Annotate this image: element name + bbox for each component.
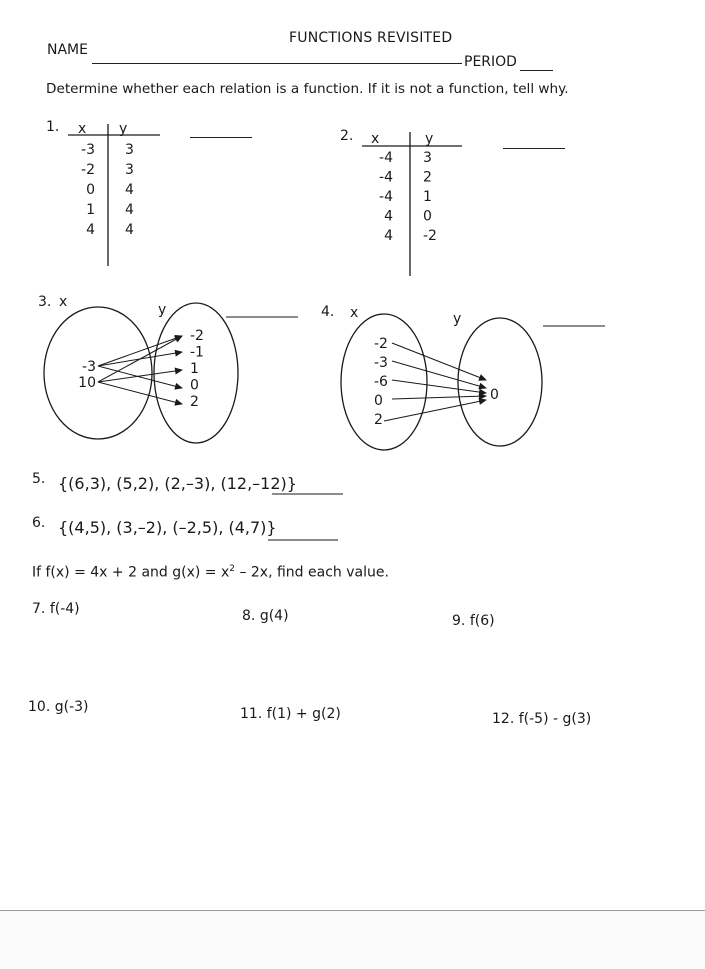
domain-values xyxy=(374,336,388,428)
domain-value: -3 xyxy=(374,355,388,371)
table-header-x: x xyxy=(78,121,87,137)
range-values xyxy=(490,387,499,403)
mapping-arrows xyxy=(384,343,486,421)
mapping-arrow xyxy=(98,336,182,366)
problem-11 xyxy=(240,706,341,722)
range-value: -1 xyxy=(190,344,204,361)
problem-8 xyxy=(242,608,289,624)
table-x-values xyxy=(81,142,95,238)
mapping-arrow xyxy=(98,370,182,382)
mapping-arrows xyxy=(98,336,182,404)
page-title: FUNCTIONS REVISITED xyxy=(289,30,453,46)
table-y-cell: 2 xyxy=(423,169,432,186)
domain-value: 10 xyxy=(78,375,96,391)
mapping-x-label: x xyxy=(59,294,68,310)
problem-expression: f(-4) xyxy=(49,601,80,617)
range-value: 0 xyxy=(490,387,499,403)
table-x-cell: 0 xyxy=(86,182,95,198)
table-x-cell: 4 xyxy=(384,228,393,244)
page-bottom-margin xyxy=(0,911,705,969)
domain-value: -3 xyxy=(82,359,96,375)
domain-value: 0 xyxy=(374,393,383,409)
range-value: 2 xyxy=(190,394,199,410)
domain-value: -6 xyxy=(374,374,388,390)
period-label: PERIOD xyxy=(464,54,517,70)
table-y-cell: 0 xyxy=(423,208,432,225)
table-x-cell: 1 xyxy=(86,202,95,218)
table-x-cell: 4 xyxy=(384,208,393,225)
table-y-cell: 4 xyxy=(125,202,134,218)
table-y-cell: 4 xyxy=(125,182,134,198)
table-x-cell: -3 xyxy=(81,142,95,158)
relation-set: {(4,5), (3,–2), (–2,5), (4,7)} xyxy=(58,518,277,537)
table-x-values xyxy=(379,150,393,244)
problem-number: 2. xyxy=(340,128,354,144)
range-oval xyxy=(458,318,542,446)
mapping-arrow xyxy=(392,396,486,399)
table-x-cell: -2 xyxy=(81,162,95,178)
table-y-cell: 3 xyxy=(125,162,134,178)
domain-oval xyxy=(44,307,152,439)
domain-value: -2 xyxy=(374,336,388,352)
mapping-arrow xyxy=(392,380,486,393)
table-header-y: y xyxy=(119,121,128,137)
problem-number: 3. xyxy=(38,294,52,310)
problem-7 xyxy=(32,601,80,617)
xy-table-1 xyxy=(68,121,160,266)
domain-values xyxy=(78,359,96,391)
domain-value: 2 xyxy=(374,412,383,428)
problem-number: 9. xyxy=(452,613,466,629)
table-header-y: y xyxy=(425,131,434,147)
range-value: 0 xyxy=(190,377,199,394)
mapping-y-label: y xyxy=(158,302,167,318)
range-value: -2 xyxy=(190,328,204,344)
mapping-arrow xyxy=(98,382,182,404)
instructions-suffix: – 2x, find each value. xyxy=(235,564,389,581)
problem-expression: f(-5) - g(3) xyxy=(518,711,592,727)
problem-expression: f(6) xyxy=(469,613,495,629)
xy-table-2 xyxy=(362,131,462,276)
range-values xyxy=(190,328,204,410)
evaluation-instructions xyxy=(32,564,389,581)
set-problem-6 xyxy=(32,515,338,540)
problem-expression: g(-3) xyxy=(54,699,89,715)
problem-number: 8. xyxy=(242,608,256,624)
table-y-cell: -2 xyxy=(423,228,437,244)
name-label: NAME xyxy=(47,42,88,58)
table-y-cell: 3 xyxy=(423,150,432,166)
table-x-cell: -4 xyxy=(379,150,393,166)
problem-number: 4. xyxy=(321,304,335,320)
relation-set: {(6,3), (5,2), (2,–3), (12,–12)} xyxy=(58,474,297,493)
problem-12 xyxy=(492,711,591,727)
table-x-cell: -4 xyxy=(379,189,393,205)
problem-expression: g(4) xyxy=(259,608,289,624)
mapping-y-label: y xyxy=(453,311,462,327)
set-problem-5 xyxy=(32,471,343,494)
problem-number: 11. xyxy=(240,706,263,722)
mapping-diagram-3 xyxy=(38,294,298,443)
mapping-arrow xyxy=(384,400,486,421)
problem-10 xyxy=(28,699,89,715)
instructions-prefix: If f(x) = 4x + 2 and g(x) = x xyxy=(32,564,230,581)
problem-number: 7. xyxy=(32,601,46,617)
table-y-cell: 3 xyxy=(125,142,134,158)
range-value: 1 xyxy=(190,361,199,377)
problem-number: 5. xyxy=(32,471,46,487)
problem-number: 12. xyxy=(492,711,515,727)
mapping-arrow xyxy=(98,366,182,388)
table-x-cell: 4 xyxy=(86,222,95,238)
problem-number: 6. xyxy=(32,515,46,531)
mapping-x-label: x xyxy=(350,305,359,321)
mapping-diagram-4 xyxy=(321,304,605,450)
problem-expression: f(1) + g(2) xyxy=(266,706,341,722)
exponent: 2 xyxy=(229,564,235,574)
table-header-x: x xyxy=(371,131,380,147)
table-y-cell: 4 xyxy=(125,222,134,238)
table-y-cell: 1 xyxy=(423,189,432,205)
table-y-values xyxy=(423,150,437,244)
problem-9 xyxy=(452,613,495,629)
problem-number: 1. xyxy=(46,119,60,135)
problem-number: 10. xyxy=(28,699,51,715)
instructions: Determine whether each relation is a function. If it is not a function, tell why. xyxy=(46,81,569,97)
table-y-values xyxy=(125,142,134,238)
table-x-cell: -4 xyxy=(379,169,393,186)
mapping-arrow xyxy=(98,336,182,382)
